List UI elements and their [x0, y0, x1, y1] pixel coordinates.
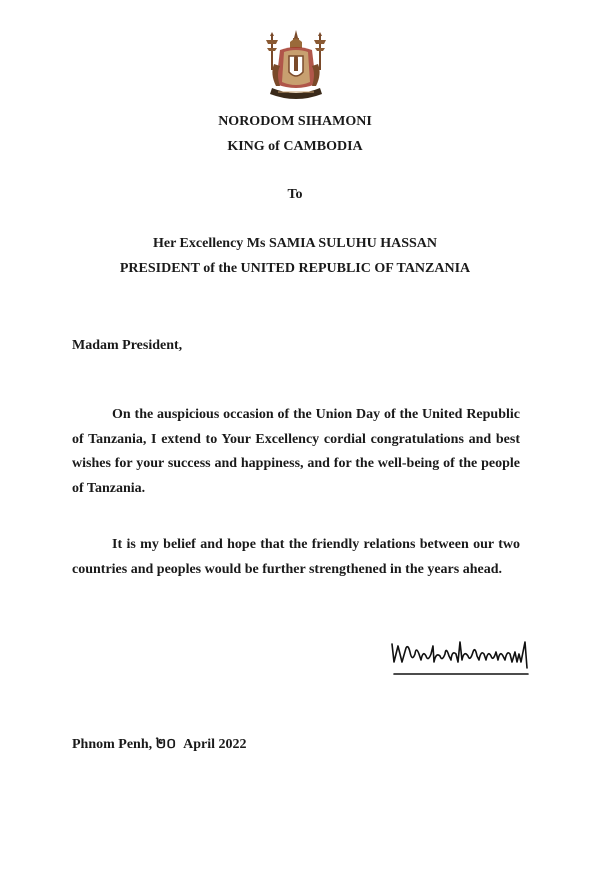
sender-title: KING of CAMBODIA: [227, 139, 363, 154]
to-label: To: [287, 187, 303, 202]
sender-name: NORODOM SIHAMONI: [218, 114, 372, 129]
royal-arms-of-cambodia-icon: [260, 28, 332, 104]
place-and-date: Phnom Penh, ២០ April 2022: [72, 737, 247, 752]
salutation: Madam President,: [72, 338, 183, 353]
handwritten-signature-icon: [388, 632, 540, 680]
body-paragraph-2: It is my belief and hope that the friendly relations between our two countries and peoples would be further strengthened in the years ahead.: [72, 537, 520, 577]
recipient-title: PRESIDENT of the UNITED REPUBLIC OF TANZANIA: [119, 261, 471, 276]
recipient-name: Her Excellency Ms SAMIA SULUHU HASSAN: [152, 236, 438, 251]
body-paragraph-1: On the auspicious occasion of the Union Day of the United Republic of Tanzania, I extend to Your Excellency cordial congratulations and best wishes for your success and happiness, and for the well-being of the people of Tanzania.: [72, 407, 520, 496]
